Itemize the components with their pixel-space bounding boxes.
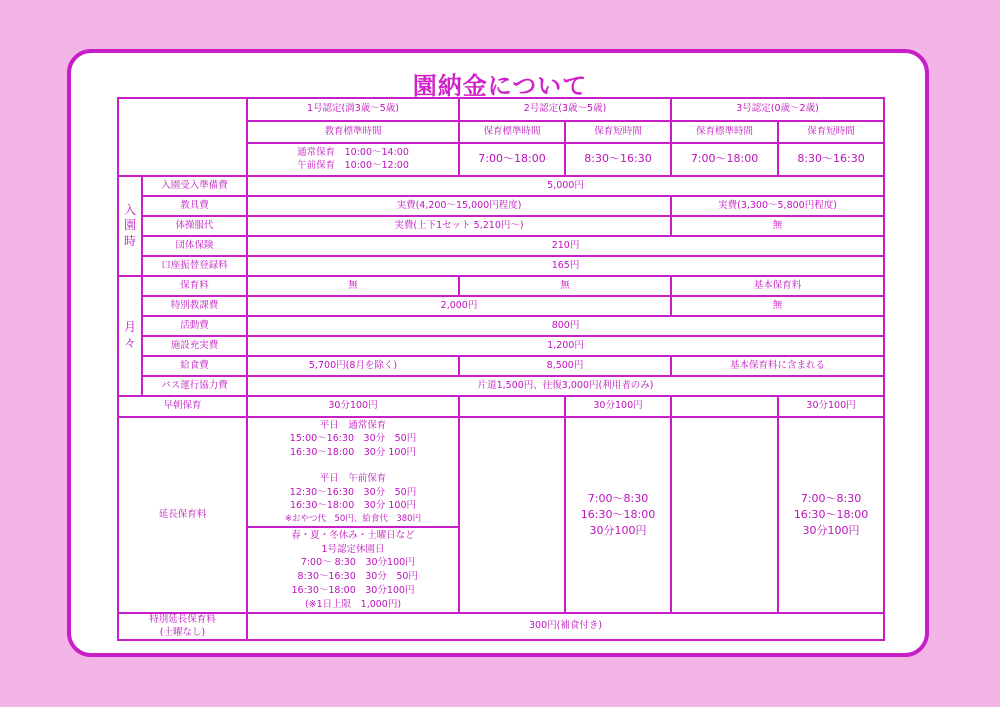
cell-extended-type3-standard	[671, 417, 778, 613]
group-label-monthly: 月 々	[118, 276, 142, 396]
cell-materials-type3: 実費(3,300～5,800円程度)	[671, 196, 884, 216]
cell-extended-type2-standard	[459, 417, 565, 613]
row-label-facility: 施設充実費	[142, 336, 247, 356]
cell-insurance: 210円	[247, 236, 884, 256]
row-label-meals: 給食費	[142, 356, 247, 376]
cell-facility: 1,200円	[247, 336, 884, 356]
cell-special-course-type3: 無	[671, 296, 884, 316]
cell-transfer-fee: 165円	[247, 256, 884, 276]
cell-bus: 片道1,500円、往復3,000円(利用者のみ)	[247, 376, 884, 396]
cell-activity: 800円	[247, 316, 884, 336]
fee-table	[117, 97, 885, 641]
header-type3: 3号認定(0歳～2歳)	[671, 98, 884, 121]
cell-early-type2-standard	[459, 396, 565, 417]
row-label-gym-uniform: 体操服代	[142, 216, 247, 236]
row-label-activity: 活動費	[142, 316, 247, 336]
hours-type3-short: 8:30～16:30	[778, 143, 884, 176]
cell-meals-type2: 8,500円	[459, 356, 671, 376]
header-type1: 1号認定(満3歳～5歳)	[247, 98, 459, 121]
cell-extended-weekday: 平日 通常保育 15:00～16:30 30分 50円 16:30～18:00 30分 100円 平日 午前保育 12:30～16:30 30分 50円 16:30～18:00 30分 100円 ※おやつ代 50円、給食代 380円	[247, 417, 459, 527]
cell-meals-type3: 基本保育料に含まれる	[671, 356, 884, 376]
cell-materials-type12: 実費(4,200～15,000円程度)	[247, 196, 671, 216]
subheader-type3-standard: 保育標準時間	[671, 121, 778, 143]
corner-cell	[118, 98, 247, 176]
cell-extended-holiday: 春・夏・冬休み・土曜日など 1号認定休園日 7:00～ 8:30 30分100円 8:30～16:30 30分 50円 16:30～18:00 30分100円 (※1日上限 1,000円)	[247, 527, 459, 613]
hours-type3-standard: 7:00～18:00	[671, 143, 778, 176]
cell-childcare-fee-type3: 基本保育料	[671, 276, 884, 296]
cell-extended-type3-short: 7:00～8:30 16:30～18:00 30分100円	[778, 417, 884, 613]
row-label-prep-fee: 入園受入準備費	[142, 176, 247, 196]
row-label-materials: 教具費	[142, 196, 247, 216]
row-label-special-course: 特別教課費	[142, 296, 247, 316]
cell-early-type3-short: 30分100円	[778, 396, 884, 417]
hours-type1-regular: 通常保育 10:00～14:00	[297, 147, 409, 159]
hours-type1	[247, 143, 459, 176]
subheader-edu-standard: 教育標準時間	[247, 121, 459, 143]
cell-special-course-type12: 2,000円	[247, 296, 671, 316]
cell-childcare-fee-type2: 無	[459, 276, 671, 296]
page-title: 園納金について	[412, 72, 588, 100]
cell-meals-type1: 5,700円(8月を除く)	[247, 356, 459, 376]
row-label-childcare-fee: 保育料	[142, 276, 247, 296]
row-label-early-care: 早朝保育	[118, 396, 247, 417]
cell-childcare-fee-type1: 無	[247, 276, 459, 296]
cell-early-type2-short: 30分100円	[565, 396, 671, 417]
row-label-insurance: 団体保険	[142, 236, 247, 256]
cell-special-extended: 300円(補食付き)	[247, 613, 884, 640]
cell-extended-type2-short: 7:00～8:30 16:30～18:00 30分100円	[565, 417, 671, 613]
row-label-extended-care: 延長保育料	[118, 417, 247, 613]
row-label-special-extended: 特別延長保育料 (土曜なし)	[118, 613, 247, 640]
row-label-transfer-fee: 口座振替登録料	[142, 256, 247, 276]
cell-early-type3-standard	[671, 396, 778, 417]
row-label-bus: バス運行協力費	[142, 376, 247, 396]
subheader-type2-short: 保育短時間	[565, 121, 671, 143]
cell-gym-uniform-type12: 実費(上下1セット 5,210円～)	[247, 216, 671, 236]
cell-prep-fee: 5,000円	[247, 176, 884, 196]
header-type2: 2号認定(3歳～5歳)	[459, 98, 671, 121]
subheader-type2-standard: 保育標準時間	[459, 121, 565, 143]
cell-early-type1: 30分100円	[247, 396, 459, 417]
hours-type2-standard: 7:00～18:00	[459, 143, 565, 176]
hours-type1-morning: 午前保育 10:00～12:00	[297, 159, 409, 171]
hours-type2-short: 8:30～16:30	[565, 143, 671, 176]
cell-gym-uniform-type3: 無	[671, 216, 884, 236]
group-label-admission: 入 園 時	[118, 176, 142, 276]
subheader-type3-short: 保育短時間	[778, 121, 884, 143]
